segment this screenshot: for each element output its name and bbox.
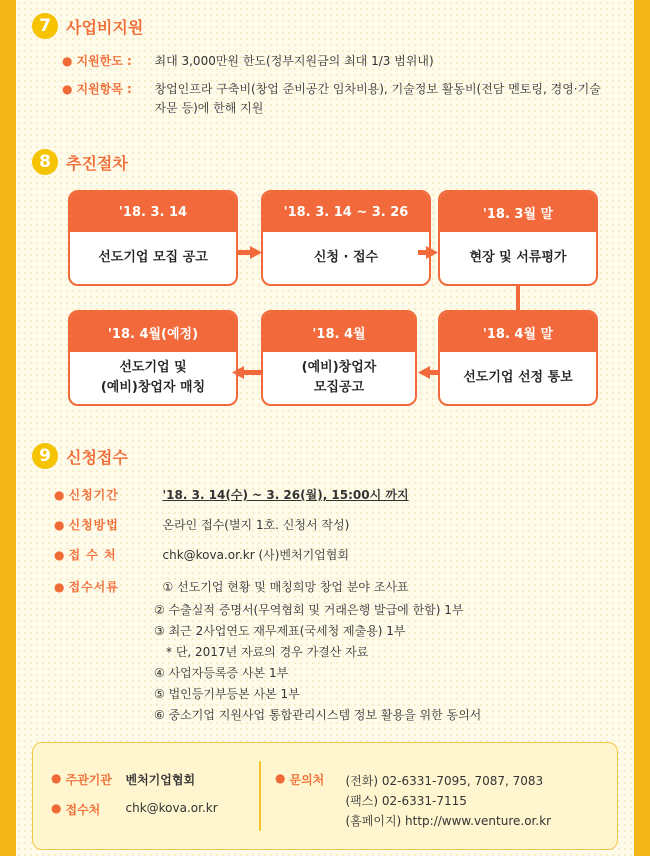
apply-place-row [54,546,349,565]
contact-details [345,771,551,831]
row-label: 신청방법 [68,518,119,532]
bullet-icon: ● [54,488,65,502]
section-number: 8 [32,149,58,175]
row-label: 지원항목 : [76,82,132,96]
row-label: 접 수 처 [68,548,117,562]
bullet-icon: ● [51,801,62,815]
list-item: ③ 최근 2사업연도 재무제표(국세청 제출용) 1부 [154,624,406,638]
arrow-left-icon [232,366,261,379]
step-text: 선도기업 모집 공고 [98,250,208,265]
list-item: ④ 사업자등록증 사본 1부 [154,666,289,680]
arrow-right-icon [238,246,262,259]
step-text: 선도기업 선정 통보 [463,370,573,385]
section-title: 추진절차 [66,153,128,173]
apply-method-row [54,516,349,535]
row-value-line2: 자문 등)에 한해 지원 [154,101,264,115]
step-date: '18. 4월 [263,312,415,352]
contact-label: 문의처 [289,773,325,787]
row-value: ① 선도기업 현황 및 매칭희망 창업 분야 조사표 [162,580,409,594]
step-date: '18. 3. 14 ~ 3. 26 [263,192,429,232]
arrow-left-icon [418,366,438,379]
apply-period-row [54,486,409,505]
website-link[interactable]: (홈페이지) http://www.venture.or.kr [345,814,552,828]
step-date: '18. 3. 14 [70,192,236,232]
section-title: 신청접수 [66,447,128,467]
bullet-icon: ● [62,54,73,68]
arrow-right-icon [418,246,438,259]
row-value: 최대 3,000만원 한도(정부지원금의 최대 1/3 범위내) [154,54,434,68]
step-text: 신청 · 접수 [313,250,379,265]
list-item: ② 수출실적 증명서(무역협회 및 거래은행 발급에 한함) 1부 [154,603,464,617]
step-date: '18. 4월(예정) [70,312,236,352]
row-label: 지원한도 : [76,54,132,68]
section-number: 9 [32,443,58,469]
recv-label: 접수처 [65,803,101,817]
row-value: chk@kova.or.kr (사)벤처기업협회 [162,548,349,562]
step-text: 현장 및 서류평가 [469,250,567,265]
step-text: 선도기업 및 (예비)창업자 매칭 [100,360,206,395]
bullet-icon: ● [54,580,65,594]
bullet-icon: ● [54,518,65,532]
connector-line [516,286,520,310]
bullet-icon: ● [54,548,65,562]
phone-text: (전화) 02-6331-7095, 7087, 7083 [345,774,544,788]
list-item: ⑤ 법인등기부등본 사본 1부 [154,687,300,701]
section-title: 사업비지원 [66,17,144,37]
step-text: (예비)창업자 모집공고 [301,360,377,395]
docs-list [154,600,481,726]
host-value: 벤처기업협회 [125,773,196,787]
row-label: 접수서류 [68,580,119,594]
apply-docs-row [54,578,409,597]
contact-info-box [32,742,618,850]
row-label: 신청기간 [68,488,119,502]
contact-row [275,771,551,831]
divider [259,761,261,831]
section-number: 7 [32,13,58,39]
section-9-header [32,442,128,470]
list-item-note: * 단, 2017년 자료의 경우 가결산 자료 [166,645,369,659]
bullet-icon: ● [51,771,62,785]
bullet-icon: ● [275,771,286,785]
bullet-icon: ● [62,82,73,96]
row-value-line1: 창업인프라 구축비(창업 준비공간 임차비용), 기술정보 활동비(전담 멘토링, 경영·기술 [154,82,601,96]
list-item: ⑥ 중소기업 지원사업 통합관리시스템 정보 활용을 위한 동의서 [154,708,482,722]
row-value: 온라인 접수(별지 1호. 신청서 작성) [162,518,350,532]
step-date: '18. 3월 말 [440,192,596,232]
host-row [51,771,195,788]
fax-text: (팩스) 02-6331-7115 [345,794,467,808]
host-label: 주관기관 [65,773,112,787]
recv-value: chk@kova.or.kr [125,801,218,815]
recv-row [51,801,218,818]
step-date: '18. 4월 말 [440,312,596,352]
row-value: '18. 3. 14(수) ~ 3. 26(월), 15:00시 까지 [162,488,409,502]
